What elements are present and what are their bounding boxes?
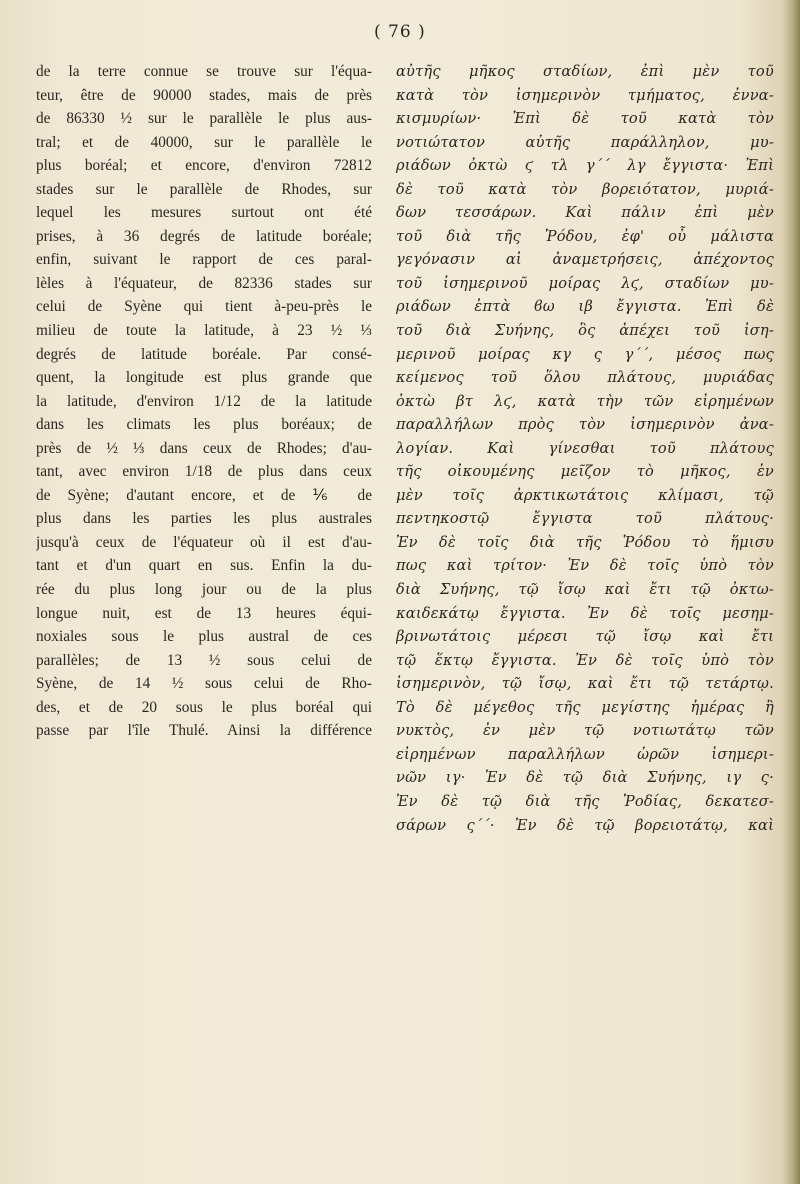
- text-line: διὰ Συήνης, τῷ ἴσῳ καὶ ἔτι τῷ ὀκτω-: [396, 581, 774, 599]
- text-line: tant et d'un quart en sus. Enfin la du-: [36, 557, 372, 575]
- text-line: νυκτὸς, ἐν μὲν τῷ νοτιωτάτῳ τῶν: [396, 722, 774, 740]
- text-line: Ἐν δὲ τοῖς διὰ τῆς Ῥόδου τὸ ἥμισυ: [396, 533, 774, 551]
- text-line: τῷ ἕκτῳ ἔγγιστα. Ἐν δὲ τοῖς ὑπὸ τὸν: [396, 651, 774, 669]
- text-line: rée du plus long jour ou de la plus: [36, 581, 372, 599]
- text-line: νῶν ιγ· Ἐν δὲ τῷ διὰ Συήνης, ιγ ς·: [396, 769, 774, 787]
- text-line: ριάδων ἑπτὰ ϐω ιβ ἔγγιστα. Ἐπὶ δὲ: [396, 298, 774, 316]
- text-line: Τὸ δὲ μέγεθος τῆς μεγίστης ἡμέρας ἢ: [396, 698, 774, 716]
- text-line: parallèles; de 13 ½ sous celui de: [36, 651, 372, 669]
- text-line: lèles à l'équateur, de 82336 stades sur: [36, 274, 372, 292]
- text-line: μερινοῦ μοίρας κγ ς γ´´, μέσος πως: [396, 345, 774, 363]
- text-line: ὀκτὼ βτ λϛ, κατὰ τὴν τῶν εἰρημένων: [396, 392, 774, 410]
- text-line: γεγόνασιν αἱ ἀναμετρήσεις, ἀπέχοντος: [396, 251, 774, 269]
- page-number: ( 76 ): [374, 22, 426, 42]
- text-line: αὐτῆς μῆκος σταδίων, ἐπὶ μὲν τοῦ: [396, 63, 774, 80]
- greek-text-column: [396, 60, 774, 837]
- text-line: τοῦ διὰ Συήνης, ὃς ἀπέχει τοῦ ἰση-: [396, 322, 774, 340]
- text-line: milieu de toute la latitude, à 23 ½ ⅓: [36, 322, 372, 340]
- text-line: tral; et de 40000, sur le parallèle le: [36, 133, 372, 151]
- text-line: εἰρημένων παραλλήλων ὡρῶν ἰσημερι-: [396, 745, 774, 763]
- text-line: κείμενος τοῦ ὅλου πλάτους, μυριάδας: [396, 369, 774, 387]
- text-line: πεντηκοστῷ ἔγγιστα τοῦ πλάτους·: [396, 510, 774, 528]
- text-line: σάρων ς´´· Ἐν δὲ τῷ βορειοτάτῳ, καὶ: [396, 816, 774, 834]
- text-line: longue nuit, est de 13 heures équi-: [36, 604, 372, 622]
- text-line: prises, à 36 degrés de latitude boréale;: [36, 227, 372, 245]
- text-line: de la terre connue se trouve sur l'équa-: [36, 63, 372, 80]
- text-line: πως καὶ τρίτον· Ἐν δὲ τοῖς ὑπὸ τὸν: [396, 557, 774, 575]
- text-line: teur, être de 90000 stades, mais de près: [36, 86, 372, 104]
- text-line: Syène, de 14 ½ sous celui de Rho-: [36, 675, 372, 693]
- text-line: δων τεσσάρων. Καὶ πάλιν ἐπὶ μὲν: [396, 204, 774, 222]
- text-line: βρινωτάτοις μέρεσι τῷ ἴσῳ καὶ ἔτι: [396, 628, 774, 646]
- text-line: plus boréal; et encore, d'environ 72812: [36, 157, 372, 175]
- text-line: καιδεκάτῳ ἔγγιστα. Ἐν δὲ τοῖς μεσημ-: [396, 604, 774, 622]
- text-line: ριάδων ὀκτὼ ϛ τλ γ´´ λγ ἔγγιστα· Ἐπὶ: [396, 157, 774, 175]
- text-line: près de ½ ⅓ dans ceux de Rhodes; d'au-: [36, 439, 372, 457]
- text-line: passe par l'île Thulé. Ainsi la différence: [36, 722, 372, 740]
- text-line: μὲν τοῖς ἀρκτικωτάτοις κλίμασι, τῷ: [396, 486, 774, 504]
- text-line: tant, avec environ 1/18 de plus dans ceux: [36, 463, 372, 481]
- text-line: enfin, suivant le rapport de ces paral-: [36, 251, 372, 269]
- french-text-column: [36, 60, 372, 743]
- text-line: degrés de latitude boréale. Par consé-: [36, 345, 372, 363]
- text-line: τοῦ διὰ τῆς Ῥόδου, ἐφ' οὗ μάλιστα: [396, 227, 774, 245]
- text-line: κισμυρίων· Ἐπὶ δὲ τοῦ κατὰ τὸν: [396, 110, 774, 128]
- text-line: τοῦ ἰσημερινοῦ μοίρας λϛ, σταδίων μυ-: [396, 274, 774, 292]
- text-line: τῆς οἰκουμένης μεῖζον τὸ μῆκος, ἐν: [396, 463, 774, 481]
- text-line: de Syène; d'autant encore, et de ⅙ de: [36, 486, 372, 504]
- text-line: νοτιώτατον αὐτῆς παράλληλον, μυ-: [396, 133, 774, 151]
- text-line: noxiales sous le plus austral de ces: [36, 628, 372, 646]
- text-line: δὲ τοῦ κατὰ τὸν βορειότατον, μυριά-: [396, 180, 774, 198]
- text-line: des, et de 20 sous le plus boréal qui: [36, 698, 372, 716]
- text-line: celui de Syène qui tient à-peu-près le: [36, 298, 372, 316]
- text-line: ἰσημερινὸν, τῷ ἴσῳ, καὶ ἔτι τῷ τετάρτῳ.: [396, 675, 774, 693]
- text-line: de 86330 ½ sur le parallèle le plus aus-: [36, 110, 372, 128]
- text-line: λογίαν. Καὶ γίνεσθαι τοῦ πλάτους: [396, 439, 774, 457]
- text-line: stades sur le parallèle de Rhodes, sur: [36, 180, 372, 198]
- text-line: la latitude, d'environ 1/12 de la latitude: [36, 392, 372, 410]
- text-line: jusqu'à ceux de l'équateur où il est d'au-: [36, 533, 372, 551]
- text-line: dans les climats les plus boréaux; de: [36, 416, 372, 434]
- text-line: Ἐν δὲ τῷ διὰ τῆς Ῥοδίας, δεκατεσ-: [396, 792, 774, 810]
- page-edge-shadow: [782, 0, 800, 1184]
- text-line: lequel les mesures surtout ont été: [36, 204, 372, 222]
- text-line: quent, la longitude est plus grande que: [36, 369, 372, 387]
- text-line: κατὰ τὸν ἰσημερινὸν τμήματος, ἐννα-: [396, 86, 774, 104]
- text-line: plus dans les parties les plus australes: [36, 510, 372, 528]
- text-line: παραλλήλων πρὸς τὸν ἰσημερινὸν ἀνα-: [396, 416, 774, 434]
